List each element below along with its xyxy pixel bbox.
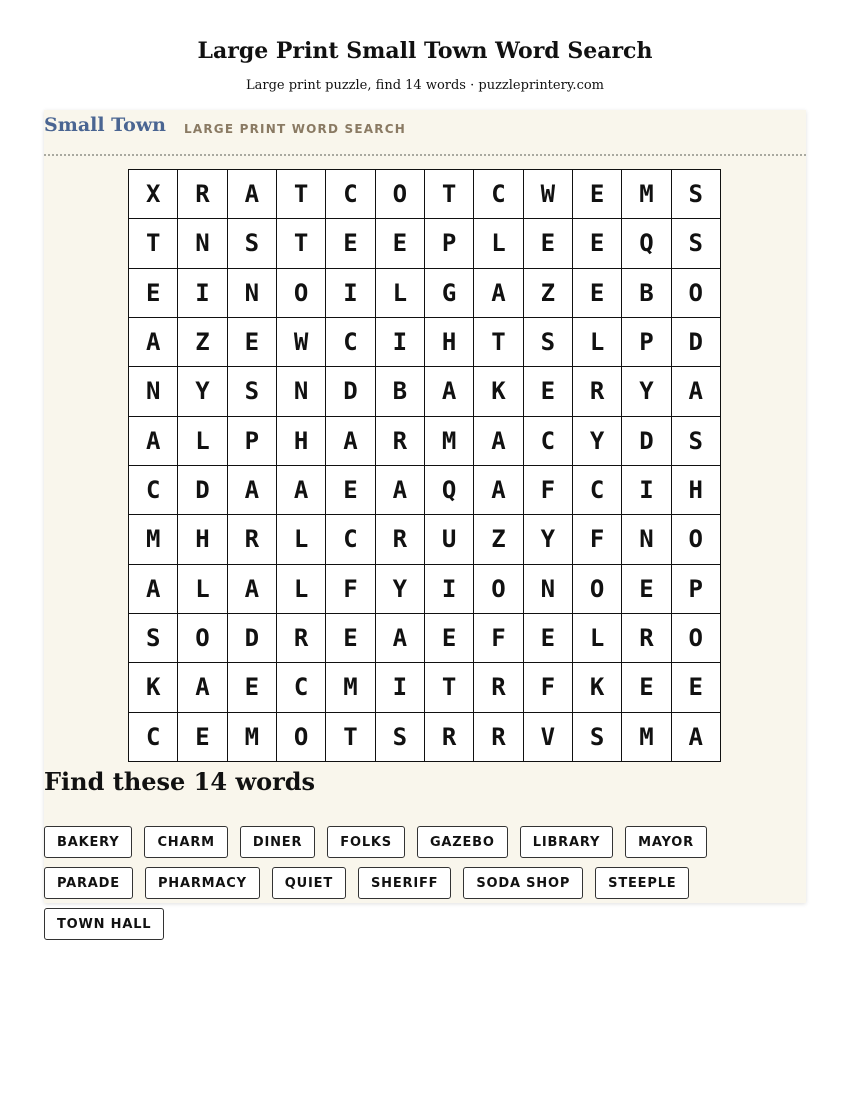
grid-cell[interactable]: P — [672, 565, 721, 614]
grid-cell[interactable]: N — [277, 367, 326, 416]
grid-cell[interactable]: S — [524, 318, 573, 367]
grid-cell[interactable]: M — [622, 170, 671, 219]
word-chip[interactable]: MAYOR — [625, 826, 707, 858]
word-chip[interactable]: GAZEBO — [417, 826, 508, 858]
page-title: Large Print Small Town Word Search — [197, 38, 653, 64]
word-chip[interactable]: DINER — [240, 826, 315, 858]
grid-cell[interactable]: T — [277, 219, 326, 268]
grid-cell[interactable]: E — [326, 219, 375, 268]
grid-cell[interactable]: R — [376, 515, 425, 564]
grid-cell[interactable]: I — [425, 565, 474, 614]
grid-cell[interactable]: H — [425, 318, 474, 367]
grid-cell[interactable]: H — [178, 515, 227, 564]
grid-cell[interactable]: R — [228, 515, 277, 564]
grid-cell[interactable]: A — [178, 663, 227, 712]
grid-cell[interactable]: C — [277, 663, 326, 712]
grid-cell[interactable]: A — [228, 170, 277, 219]
grid-cell[interactable]: N — [622, 515, 671, 564]
grid-cell[interactable]: S — [228, 367, 277, 416]
grid-cell[interactable]: Y — [573, 417, 622, 466]
grid-cell[interactable]: L — [277, 515, 326, 564]
grid-cell[interactable]: E — [524, 367, 573, 416]
grid-cell[interactable]: S — [573, 713, 622, 762]
grid-cell[interactable]: A — [228, 565, 277, 614]
page-subtitle: Large print puzzle, find 14 words · puzzleprintery.com — [245, 78, 605, 93]
grid-cell[interactable]: E — [178, 713, 227, 762]
grid-cell[interactable]: A — [474, 269, 523, 318]
grid-cell[interactable]: Y — [524, 515, 573, 564]
grid-cell[interactable]: H — [277, 417, 326, 466]
grid-cell[interactable]: P — [425, 219, 474, 268]
grid-cell[interactable]: E — [622, 663, 671, 712]
grid-cell[interactable]: T — [425, 170, 474, 219]
grid-cell[interactable]: O — [672, 614, 721, 663]
word-chip[interactable]: PHARMACY — [145, 867, 260, 899]
grid-cell[interactable]: Y — [376, 565, 425, 614]
grid-cell[interactable]: T — [129, 219, 178, 268]
grid-cell[interactable]: A — [129, 417, 178, 466]
grid-cell[interactable]: D — [326, 367, 375, 416]
word-chip[interactable]: FOLKS — [327, 826, 405, 858]
grid-cell[interactable]: N — [228, 269, 277, 318]
grid-cell[interactable]: T — [277, 170, 326, 219]
grid-cell[interactable]: A — [474, 466, 523, 515]
grid-cell[interactable]: N — [524, 565, 573, 614]
grid-cell[interactable]: M — [326, 663, 375, 712]
grid-cell[interactable]: K — [129, 663, 178, 712]
grid-cell[interactable]: M — [622, 713, 671, 762]
grid-cell[interactable]: S — [129, 614, 178, 663]
letter-grid — [128, 169, 721, 762]
grid-cell[interactable]: G — [425, 269, 474, 318]
word-chip[interactable]: CHARM — [144, 826, 227, 858]
puzzle-tagline: LARGE PRINT WORD SEARCH — [184, 122, 406, 136]
grid-cell[interactable]: A — [376, 466, 425, 515]
grid-cell[interactable]: C — [326, 170, 375, 219]
grid-cell[interactable]: D — [672, 318, 721, 367]
grid-cell[interactable]: R — [474, 663, 523, 712]
grid-cell[interactable]: W — [277, 318, 326, 367]
grid-cell[interactable]: E — [228, 318, 277, 367]
grid-cell[interactable]: M — [129, 515, 178, 564]
grid-cell[interactable]: T — [474, 318, 523, 367]
grid-cell[interactable]: S — [672, 170, 721, 219]
grid-cell[interactable]: E — [524, 219, 573, 268]
word-chip[interactable]: SHERIFF — [358, 867, 451, 899]
grid-cell[interactable]: S — [672, 219, 721, 268]
grid-cell[interactable]: B — [622, 269, 671, 318]
grid-cell[interactable]: I — [376, 318, 425, 367]
grid-cell[interactable]: N — [129, 367, 178, 416]
grid-cell[interactable]: E — [524, 614, 573, 663]
grid-cell[interactable]: Z — [474, 515, 523, 564]
grid-cell[interactable]: K — [474, 367, 523, 416]
grid-cell[interactable]: C — [326, 515, 375, 564]
grid-cell[interactable]: L — [573, 318, 622, 367]
grid-cell[interactable]: M — [425, 417, 474, 466]
grid-cell[interactable]: O — [474, 565, 523, 614]
grid-cell[interactable]: O — [277, 269, 326, 318]
grid-cell[interactable]: O — [573, 565, 622, 614]
grid-cell[interactable]: L — [376, 269, 425, 318]
grid-cell[interactable]: I — [178, 269, 227, 318]
grid-cell[interactable]: A — [277, 466, 326, 515]
grid-cell[interactable]: S — [228, 219, 277, 268]
grid-cell[interactable]: Z — [178, 318, 227, 367]
grid-cell[interactable]: R — [376, 417, 425, 466]
grid-cell[interactable]: Q — [425, 466, 474, 515]
word-chip[interactable]: QUIET — [272, 867, 346, 899]
grid-cell[interactable]: O — [277, 713, 326, 762]
grid-cell[interactable]: O — [376, 170, 425, 219]
grid-cell[interactable]: E — [573, 219, 622, 268]
grid-cell[interactable]: F — [573, 515, 622, 564]
grid-cell[interactable]: L — [277, 565, 326, 614]
grid-cell[interactable]: C — [474, 170, 523, 219]
grid-cell[interactable]: F — [326, 565, 375, 614]
grid-cell[interactable]: M — [228, 713, 277, 762]
grid-cell[interactable]: E — [129, 269, 178, 318]
grid-cell[interactable]: W — [524, 170, 573, 219]
grid-cell[interactable]: L — [178, 565, 227, 614]
grid-cell[interactable]: I — [376, 663, 425, 712]
grid-cell[interactable]: S — [672, 417, 721, 466]
grid-cell[interactable]: O — [178, 614, 227, 663]
grid-cell[interactable]: L — [178, 417, 227, 466]
grid-cell[interactable]: E — [622, 565, 671, 614]
grid-cell[interactable]: I — [326, 269, 375, 318]
grid-cell[interactable]: D — [228, 614, 277, 663]
grid-cell[interactable]: E — [425, 614, 474, 663]
puzzle-brand: Small Town — [44, 114, 166, 136]
word-chip[interactable]: STEEPLE — [595, 867, 689, 899]
grid-cell[interactable]: F — [524, 466, 573, 515]
grid-cell[interactable]: E — [376, 219, 425, 268]
grid-cell[interactable]: D — [178, 466, 227, 515]
grid-cell[interactable]: A — [425, 367, 474, 416]
grid-cell[interactable]: T — [425, 663, 474, 712]
word-list — [44, 826, 806, 940]
grid-cell[interactable]: C — [573, 466, 622, 515]
grid-cell[interactable]: E — [573, 269, 622, 318]
grid-cell[interactable]: C — [326, 318, 375, 367]
grid-cell[interactable]: R — [178, 170, 227, 219]
grid-cell[interactable]: Z — [524, 269, 573, 318]
grid-cell[interactable]: Y — [622, 367, 671, 416]
grid-cell[interactable]: S — [376, 713, 425, 762]
word-list-heading: Find these 14 words — [44, 767, 316, 796]
grid-cell[interactable]: F — [524, 663, 573, 712]
grid-cell[interactable]: A — [129, 565, 178, 614]
word-chip[interactable]: LIBRARY — [520, 826, 613, 858]
grid-cell[interactable]: U — [425, 515, 474, 564]
grid-cell[interactable]: C — [129, 713, 178, 762]
grid-cell[interactable]: R — [425, 713, 474, 762]
grid-cell[interactable]: V — [524, 713, 573, 762]
grid-cell[interactable]: I — [622, 466, 671, 515]
grid-cell[interactable]: O — [672, 515, 721, 564]
grid-cell[interactable]: L — [474, 219, 523, 268]
grid-cell[interactable]: X — [129, 170, 178, 219]
grid-cell[interactable]: T — [326, 713, 375, 762]
card-header — [44, 110, 806, 156]
puzzle-card — [44, 110, 806, 932]
grid-cell[interactable]: B — [376, 367, 425, 416]
grid-cell[interactable]: C — [129, 466, 178, 515]
grid-cell[interactable]: C — [524, 417, 573, 466]
grid-cell[interactable]: K — [573, 663, 622, 712]
grid-cell[interactable]: O — [672, 269, 721, 318]
grid-cell[interactable]: A — [129, 318, 178, 367]
grid-cell[interactable]: R — [474, 713, 523, 762]
grid-cell[interactable]: A — [672, 367, 721, 416]
grid-cell[interactable]: P — [228, 417, 277, 466]
grid-cell[interactable]: E — [573, 170, 622, 219]
grid-cell[interactable]: A — [474, 417, 523, 466]
grid-cell[interactable]: A — [326, 417, 375, 466]
grid-cell[interactable]: E — [326, 614, 375, 663]
word-chip[interactable]: BAKERY — [44, 826, 132, 858]
grid-cell[interactable]: Y — [178, 367, 227, 416]
grid-cell[interactable]: F — [474, 614, 523, 663]
grid-cell[interactable]: Q — [622, 219, 671, 268]
grid-cell[interactable]: R — [573, 367, 622, 416]
grid-cell[interactable]: D — [622, 417, 671, 466]
word-chip[interactable]: TOWN HALL — [44, 908, 164, 940]
grid-cell[interactable]: P — [622, 318, 671, 367]
grid-cell[interactable]: A — [672, 713, 721, 762]
grid-cell[interactable]: H — [672, 466, 721, 515]
grid-cell[interactable]: N — [178, 219, 227, 268]
grid-cell[interactable]: E — [228, 663, 277, 712]
grid-cell[interactable]: L — [573, 614, 622, 663]
word-chip[interactable]: SODA SHOP — [463, 867, 583, 899]
grid-cell[interactable]: R — [277, 614, 326, 663]
grid-cell[interactable]: A — [376, 614, 425, 663]
grid-cell[interactable]: R — [622, 614, 671, 663]
grid-cell[interactable]: A — [228, 466, 277, 515]
grid-cell[interactable]: E — [326, 466, 375, 515]
word-chip[interactable]: PARADE — [44, 867, 133, 899]
grid-cell[interactable]: E — [672, 663, 721, 712]
